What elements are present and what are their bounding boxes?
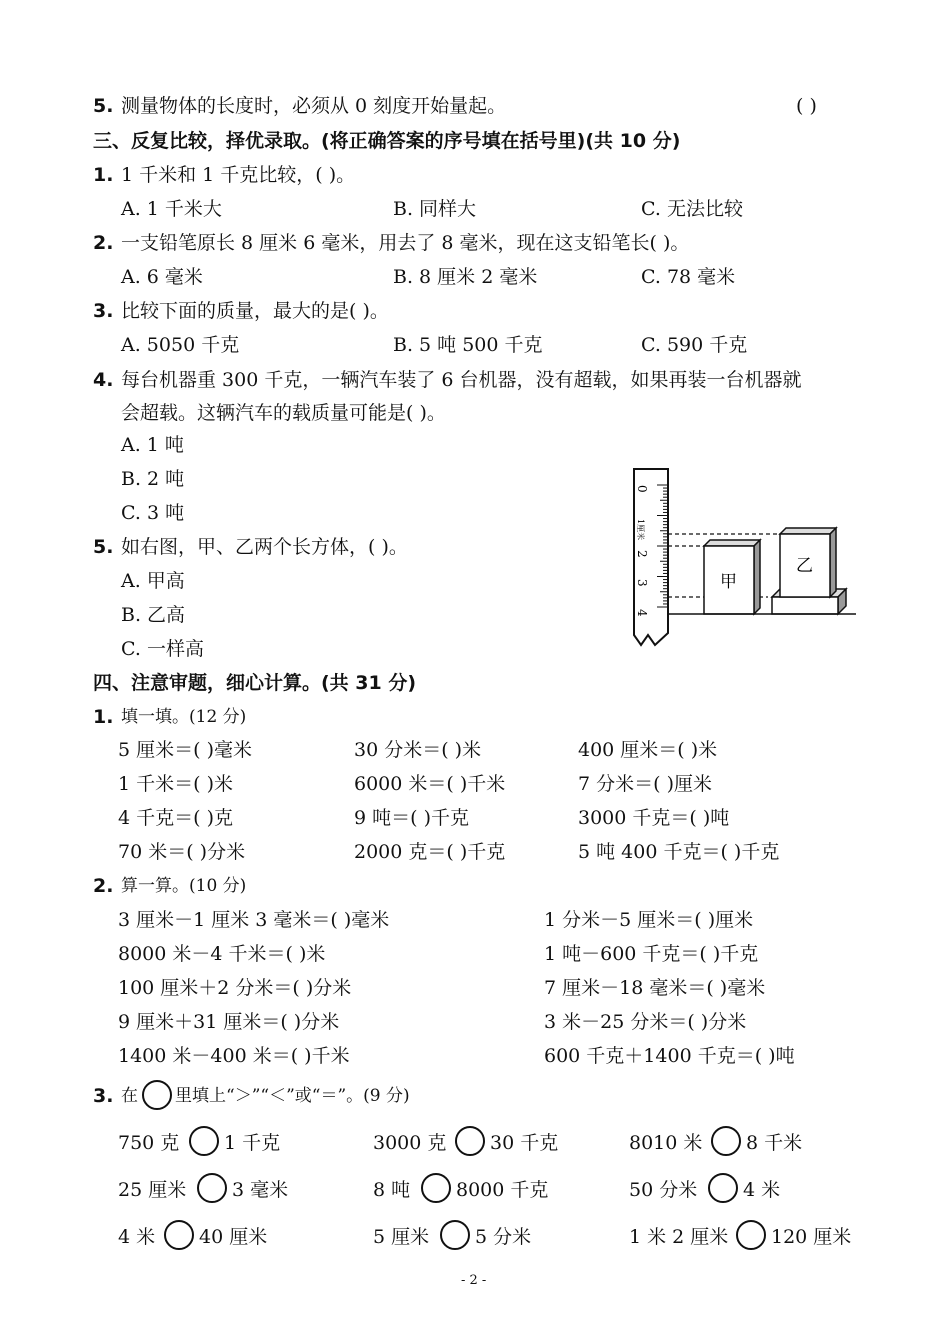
compare-circle[interactable] bbox=[708, 1173, 738, 1203]
compare-left: 8 吨 bbox=[373, 1179, 411, 1201]
compare-right: 30 千克 bbox=[490, 1132, 559, 1154]
calc-item[interactable]: 1 分米－5 厘米＝( )厘米 bbox=[544, 909, 754, 931]
compare-right: 5 分米 bbox=[475, 1226, 532, 1248]
fill-item[interactable]: 400 厘米＝( )米 bbox=[578, 739, 718, 761]
option-a: A. 1 千米大 bbox=[121, 198, 222, 220]
compare-left: 8010 米 bbox=[629, 1132, 703, 1154]
compare-circle[interactable] bbox=[455, 1126, 485, 1156]
fill-item[interactable]: 5 厘米＝( )毫米 bbox=[118, 739, 252, 761]
compare-circle[interactable] bbox=[164, 1220, 194, 1250]
question-number: 3. bbox=[93, 1085, 114, 1107]
compare-right: 8000 千克 bbox=[456, 1179, 549, 1201]
question-title-pre: 在 bbox=[121, 1086, 138, 1106]
option-b: B. 同样大 bbox=[393, 198, 477, 220]
answer-blank[interactable]: ( ) bbox=[796, 95, 817, 117]
question-text: 会超载。这辆汽车的载质量可能是( )。 bbox=[121, 402, 446, 424]
fill-item[interactable]: 1 千米＝( )米 bbox=[118, 773, 233, 795]
calc-item[interactable]: 8000 米－4 千米＝( )米 bbox=[118, 943, 326, 965]
fill-item[interactable]: 30 分米＝( )米 bbox=[354, 739, 482, 761]
svg-text:甲: 甲 bbox=[720, 572, 737, 592]
ruler-label-2: 2 bbox=[635, 550, 649, 558]
fill-item[interactable]: 5 吨 400 千克＝( )千克 bbox=[578, 841, 780, 863]
option-c: C. 78 毫米 bbox=[641, 266, 736, 288]
option-c: C. 一样高 bbox=[121, 638, 204, 660]
fill-item[interactable]: 4 千克＝( )克 bbox=[118, 807, 233, 829]
compare-right: 8 千米 bbox=[746, 1132, 803, 1154]
fill-item[interactable]: 70 米＝( )分米 bbox=[118, 841, 246, 863]
ruler-label-1: 1厘米 bbox=[636, 519, 645, 541]
question-title: 填一填。(12 分) bbox=[121, 707, 247, 727]
option-a: A. 1 吨 bbox=[121, 434, 184, 456]
ruler-boxes-figure bbox=[628, 465, 858, 650]
compare-circle[interactable] bbox=[421, 1173, 451, 1203]
question-number: 3. bbox=[93, 300, 114, 322]
fill-item[interactable]: 3000 千克＝( )吨 bbox=[578, 807, 730, 829]
option-b: B. 乙高 bbox=[121, 604, 186, 626]
option-b: B. 5 吨 500 千克 bbox=[393, 334, 543, 356]
compare-circle[interactable] bbox=[197, 1173, 227, 1203]
question-text: 测量物体的长度时，必须从 0 刻度开始量起。 bbox=[121, 95, 507, 117]
circle-icon bbox=[142, 1080, 172, 1110]
option-b: B. 2 吨 bbox=[121, 468, 185, 490]
calc-item[interactable]: 3 米－25 分米＝( )分米 bbox=[544, 1011, 747, 1033]
option-a: A. 5050 千克 bbox=[121, 334, 240, 356]
ruler-label-3: 3 bbox=[635, 579, 649, 587]
fill-item[interactable]: 7 分米＝( )厘米 bbox=[578, 773, 712, 795]
compare-circle[interactable] bbox=[711, 1126, 741, 1156]
compare-left: 5 厘米 bbox=[373, 1226, 430, 1248]
question-number: 2. bbox=[93, 875, 114, 897]
compare-circle[interactable] bbox=[736, 1220, 766, 1250]
compare-circle[interactable] bbox=[440, 1220, 470, 1250]
question-number: 1. bbox=[93, 164, 114, 186]
calc-item[interactable]: 1400 米－400 米＝( )千米 bbox=[118, 1045, 350, 1067]
ruler-label-4: 4 bbox=[635, 609, 649, 617]
compare-right: 120 厘米 bbox=[771, 1226, 852, 1248]
option-c: C. 无法比较 bbox=[641, 198, 743, 220]
compare-left: 3000 克 bbox=[373, 1132, 447, 1154]
compare-circle[interactable] bbox=[189, 1126, 219, 1156]
option-c: C. 3 吨 bbox=[121, 502, 185, 524]
question-number: 1. bbox=[93, 706, 114, 728]
question-text: 一支铅笔原长 8 厘米 6 毫米，用去了 8 毫米，现在这支铅笔长( )。 bbox=[121, 232, 690, 254]
calc-item[interactable]: 600 千克＋1400 千克＝( )吨 bbox=[544, 1045, 795, 1067]
question-text: 比较下面的质量，最大的是( )。 bbox=[121, 300, 389, 322]
calc-item[interactable]: 100 厘米＋2 分米＝( )分米 bbox=[118, 977, 352, 999]
question-text: 1 千米和 1 千克比较，( )。 bbox=[121, 164, 356, 186]
question-title-post: 里填上“＞”“＜”或“＝”。(9 分) bbox=[175, 1086, 410, 1106]
question-number: 4. bbox=[93, 369, 114, 391]
compare-left: 1 米 2 厘米 bbox=[629, 1226, 729, 1248]
compare-left: 25 厘米 bbox=[118, 1179, 187, 1201]
svg-text:乙: 乙 bbox=[796, 556, 813, 576]
option-b: B. 8 厘米 2 毫米 bbox=[393, 266, 538, 288]
page-number: - 2 - bbox=[461, 1273, 487, 1288]
compare-right: 4 米 bbox=[743, 1179, 781, 1201]
fill-item[interactable]: 9 吨＝( )千克 bbox=[354, 807, 469, 829]
compare-left: 750 克 bbox=[118, 1132, 180, 1154]
ruler-label-0: 0 bbox=[635, 485, 649, 493]
calc-item[interactable]: 9 厘米＋31 厘米＝( )分米 bbox=[118, 1011, 340, 1033]
question-number: 5. bbox=[93, 95, 114, 117]
question-title: 算一算。(10 分) bbox=[121, 876, 247, 896]
calc-item[interactable]: 1 吨－600 千克＝( )千克 bbox=[544, 943, 759, 965]
fill-item[interactable]: 6000 米＝( )千米 bbox=[354, 773, 506, 795]
compare-right: 1 千克 bbox=[224, 1132, 281, 1154]
question-number: 5. bbox=[93, 536, 114, 558]
option-c: C. 590 千克 bbox=[641, 334, 748, 356]
compare-left: 4 米 bbox=[118, 1226, 156, 1248]
option-a: A. 甲高 bbox=[121, 570, 185, 592]
calc-item[interactable]: 7 厘米－18 毫米＝( )毫米 bbox=[544, 977, 766, 999]
compare-left: 50 分米 bbox=[629, 1179, 698, 1201]
box-jia bbox=[704, 540, 760, 614]
box-yi bbox=[780, 528, 836, 597]
question-text: 如右图，甲、乙两个长方体，( )。 bbox=[121, 536, 408, 558]
section-4-title: 四、注意审题，细心计算。(共 31 分) bbox=[93, 672, 417, 694]
calc-item[interactable]: 3 厘米－1 厘米 3 毫米＝( )毫米 bbox=[118, 909, 390, 931]
compare-right: 40 厘米 bbox=[199, 1226, 268, 1248]
section-3-title: 三、反复比较，择优录取。(将正确答案的序号填在括号里)(共 10 分) bbox=[93, 130, 681, 152]
fill-item[interactable]: 2000 克＝( )千克 bbox=[354, 841, 506, 863]
option-a: A. 6 毫米 bbox=[121, 266, 203, 288]
compare-right: 3 毫米 bbox=[232, 1179, 289, 1201]
question-text: 每台机器重 300 千克，一辆汽车装了 6 台机器，没有超载，如果再装一台机器就 bbox=[121, 369, 802, 391]
question-number: 2. bbox=[93, 232, 114, 254]
